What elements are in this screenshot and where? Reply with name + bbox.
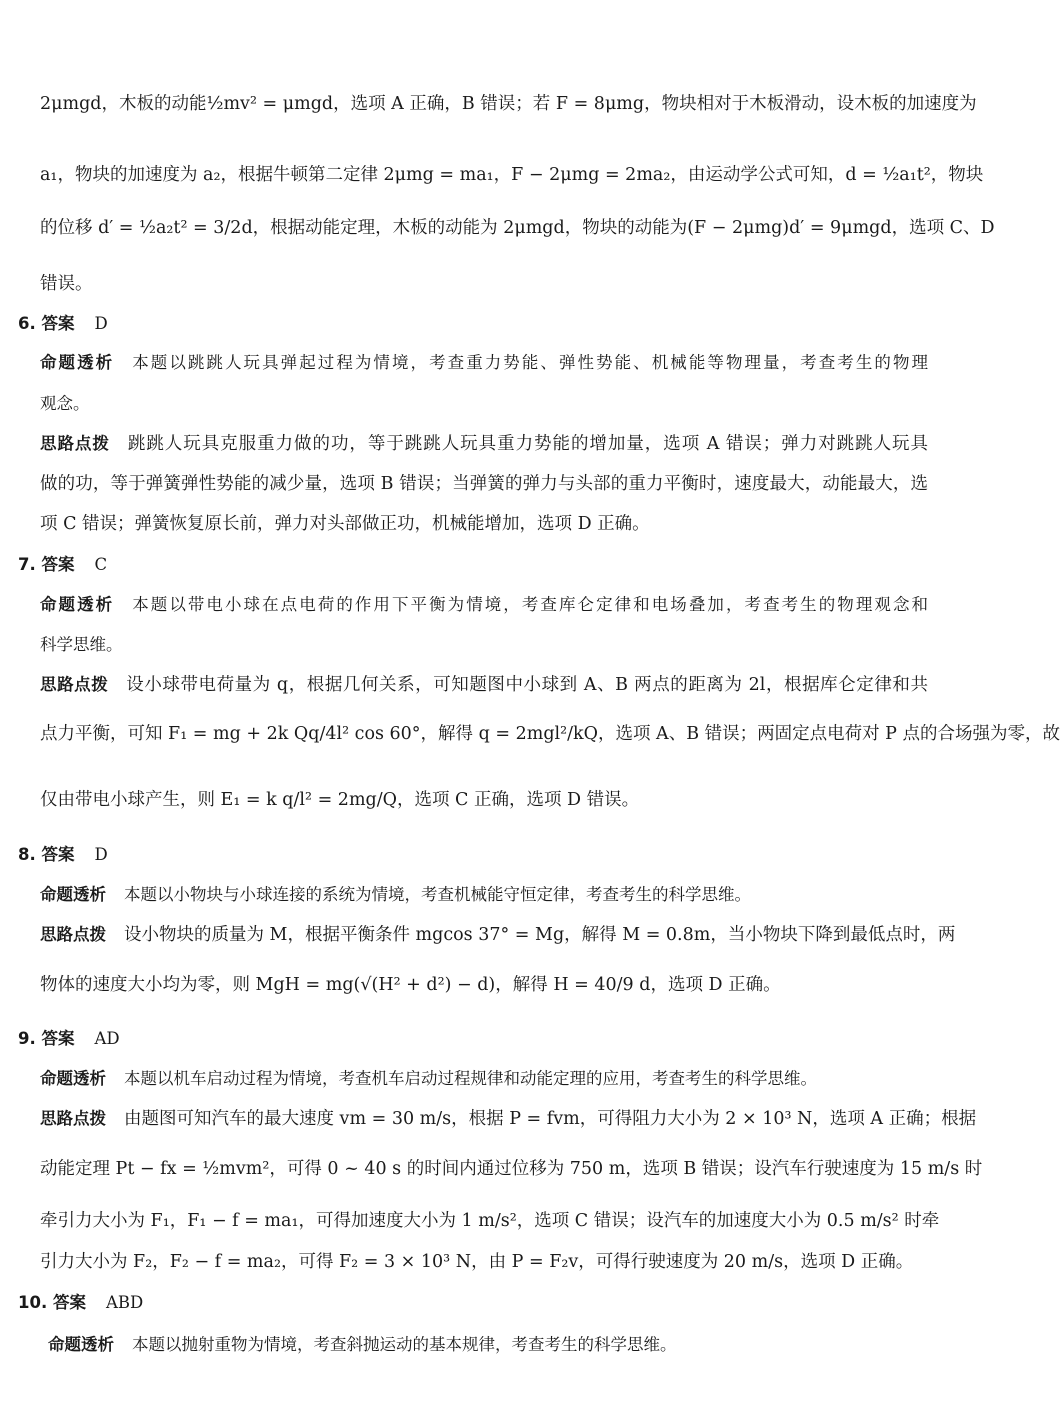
hint-line: 动能定理 Pt − fx = ½mvm²，可得 0 ~ 40 s 的时间内通过位移为 750 m，选项 B 错误；设汽车行驶速度为 15 m/s 时 bbox=[40, 1159, 983, 1179]
answer-label: 答案 bbox=[41, 314, 75, 333]
text-line: 错误。 bbox=[40, 274, 93, 294]
answer-value: C bbox=[94, 555, 108, 574]
question-number: 10. bbox=[18, 1293, 48, 1312]
text-line: a₁，物块的加速度为 a₂，根据牛顿第二定律 2μmg = ma₁，F − 2μmg = 2ma₂，由运动学公式可知，d = ½a₁t²，物块 bbox=[40, 165, 984, 185]
text-line: 2μmgd，木板的动能½mv² = μmgd，选项 A 正确，B 错误；若 F = 8μmg，物块相对于木板滑动，设木板的加速度为 bbox=[40, 94, 977, 114]
intent-line: 命题透析 本题以带电小球在点电荷的作用下平衡为情境，考查库仑定律和电场叠加，考查考生的物理观念和 bbox=[40, 595, 929, 614]
intent-line: 命题透析 本题以机车启动过程为情境，考查机车启动过程规律和动能定理的应用，考查考生的科学思维。 bbox=[40, 1069, 817, 1088]
intent-line: 科学思维。 bbox=[40, 635, 123, 654]
intent-line: 命题透析 本题以小物块与小球连接的系统为情境，考查机械能守恒定律，考查考生的科学思维。 bbox=[40, 885, 751, 904]
hint-line: 思路点拨 设小球带电荷量为 q，根据几何关系，可知题图中小球到 A、B 两点的距离为 2l，根据库仑定律和共 bbox=[40, 675, 928, 695]
intent-line: 观念。 bbox=[40, 394, 90, 413]
hint-label: 思路点拨 bbox=[40, 1109, 106, 1128]
answer-value: ABD bbox=[105, 1293, 144, 1312]
answer-value: D bbox=[94, 314, 108, 333]
hint-label: 思路点拨 bbox=[40, 675, 109, 694]
answer-header-q7 bbox=[18, 553, 906, 577]
hint-line: 点力平衡，可知 F₁ = mg + 2k Qq/4l² cos 60°，解得 q = 2mgl²/kQ，选项 A、B 错误；两固定点电荷对 P 点的合场强为零，故 bbox=[40, 724, 1060, 744]
question-number: 6. bbox=[18, 314, 36, 333]
answer-header-q10 bbox=[18, 1291, 906, 1315]
answer-label: 答案 bbox=[52, 1293, 86, 1312]
hint-line: 仅由带电小球产生，则 E₁ = k q/l² = 2mg/Q，选项 C 正确，选项 D 错误。 bbox=[40, 790, 640, 810]
intent-label: 命题透析 bbox=[40, 353, 115, 372]
answer-header-q9 bbox=[18, 1027, 906, 1051]
intent-label: 命题透析 bbox=[40, 885, 106, 904]
hint-line: 思路点拨 跳跳人玩具克服重力做的功，等于跳跳人玩具重力势能的增加量，选项 A 错误；弹力对跳跳人玩具 bbox=[40, 434, 929, 454]
hint-line: 项 C 错误；弹簧恢复原长前，弹力对头部做正功，机械能增加，选项 D 正确。 bbox=[40, 514, 650, 534]
answer-label: 答案 bbox=[41, 1029, 75, 1048]
intent-line: 命题透析 本题以跳跳人玩具弹起过程为情境，考查重力势能、弹性势能、机械能等物理量，考查考生的物理 bbox=[40, 353, 929, 372]
intent-line-cut: 命题透析 本题以抛射重物为情境，考查斜抛运动的基本规律，考查考生的科学思维。 bbox=[48, 1335, 677, 1354]
answer-label: 答案 bbox=[41, 555, 75, 574]
text-line: 的位移 d′ = ½a₂t² = 3/2d，根据动能定理，木板的动能为 2μmgd，物块的动能为(F − 2μmg)d′ = 9μmgd，选项 C、D bbox=[40, 218, 995, 238]
intent-label: 命题透析 bbox=[48, 1335, 114, 1354]
hint-line: 牵引力大小为 F₁，F₁ − f = ma₁，可得加速度大小为 1 m/s²，选项 C 错误；设汽车的加速度大小为 0.5 m/s² 时牵 bbox=[40, 1211, 940, 1231]
answer-value: AD bbox=[94, 1029, 120, 1048]
answer-label: 答案 bbox=[41, 845, 75, 864]
hint-line: 思路点拨 由题图可知汽车的最大速度 vm = 30 m/s，根据 P = fvm，可得阻力大小为 2 × 10³ N，选项 A 正确；根据 bbox=[40, 1109, 977, 1129]
hint-label: 思路点拨 bbox=[40, 925, 106, 944]
answer-header-q6 bbox=[18, 312, 906, 336]
answer-value: D bbox=[94, 845, 108, 864]
hint-line: 物体的速度大小均为零，则 MgH = mg(√(H² + d²) − d)，解得 H = 40/9 d，选项 D 正确。 bbox=[40, 975, 781, 995]
answer-header-q8 bbox=[18, 843, 906, 867]
intent-label: 命题透析 bbox=[40, 595, 115, 614]
intent-label: 命题透析 bbox=[40, 1069, 106, 1088]
question-number: 7. bbox=[18, 555, 36, 574]
question-number: 9. bbox=[18, 1029, 36, 1048]
hint-line: 做的功，等于弹簧弹性势能的减少量，选项 B 错误；当弹簧的弹力与头部的重力平衡时，速度最大，动能最大，选 bbox=[40, 474, 928, 494]
hint-line: 思路点拨 设小物块的质量为 M，根据平衡条件 mgcos 37° = Mg，解得 M = 0.8m，当小物块下降到最低点时，两 bbox=[40, 925, 956, 945]
hint-label: 思路点拨 bbox=[40, 434, 110, 453]
question-number: 8. bbox=[18, 845, 36, 864]
hint-line: 引力大小为 F₂，F₂ − f = ma₂，可得 F₂ = 3 × 10³ N，由 P = F₂v，可得行驶速度为 20 m/s，选项 D 正确。 bbox=[40, 1252, 914, 1272]
